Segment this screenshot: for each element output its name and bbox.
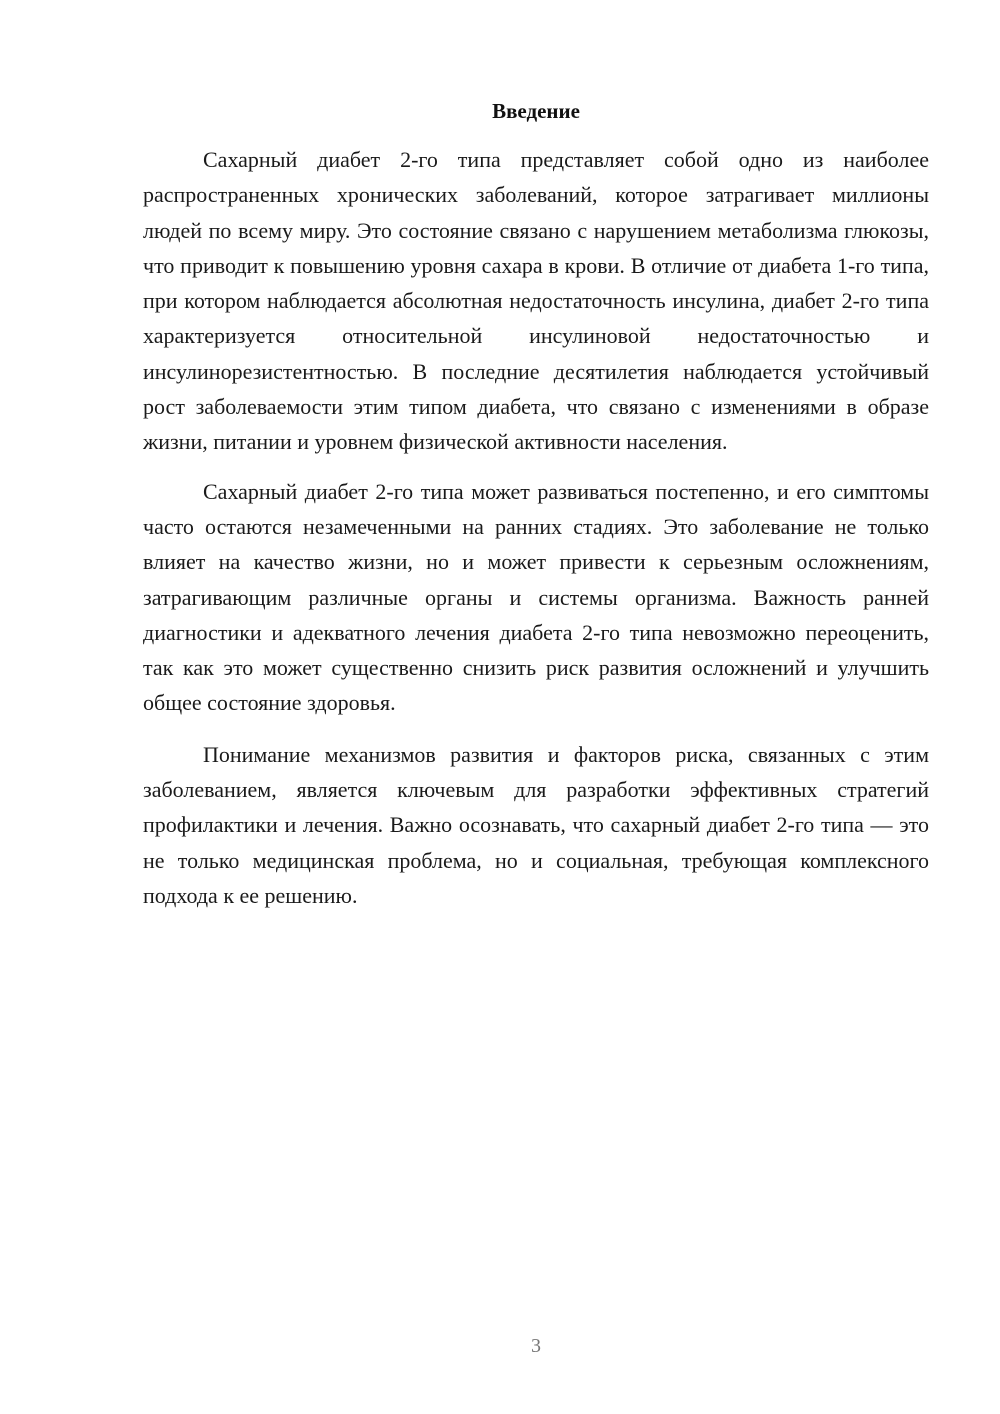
section-heading: Введение <box>492 99 580 123</box>
paragraph-3: Понимание механизмов развития и факторов риска, связанных с этим заболеванием, является ключевым для разработки эффективных стратегий профилактики и лечения. Важно осознавать, что сахарный диабет 2-го типа — это не только медицинская проблема, но и социальная, требующая комплексного подхода к ее решению. <box>143 741 929 908</box>
page-number: 3 <box>531 1335 541 1357</box>
paragraph-2: Сахарный диабет 2-го типа может развиваться постепенно, и его симптомы часто остаются незамеченными на ранних стадиях. Это заболевание не только влияет на качество жизни, но и может привести к серьезным осложнениям, затрагивающим различные органы и системы организма. Важность ранней диагностики и адекватного лечения диабета 2-го типа невозможно переоценить, так как это может существенно снизить риск развития осложнений и улучшить общее состояние здоровья. <box>143 478 929 716</box>
paragraph-1: Сахарный диабет 2-го типа представляет собой одно из наиболее распространенных хронических заболеваний, которое затрагивает миллионы людей по всему миру. Это состояние связано с нарушением метаболизма глюкозы, что приводит к повышению уровня сахара в крови. В отличие от диабета 1-го типа, при котором наблюдается абсолютная недостаточность инсулина, диабет 2-го типа характеризуется относительной инсулиновой недостаточностью и инсулинорезистентностью. В последние десятилетия наблюдается устойчивый рост заболеваемости этим типом диабета, что связано с изменениями в образе жизни, питании и уровнем физической активности населения. <box>143 147 929 455</box>
body-text <box>143 142 929 931</box>
